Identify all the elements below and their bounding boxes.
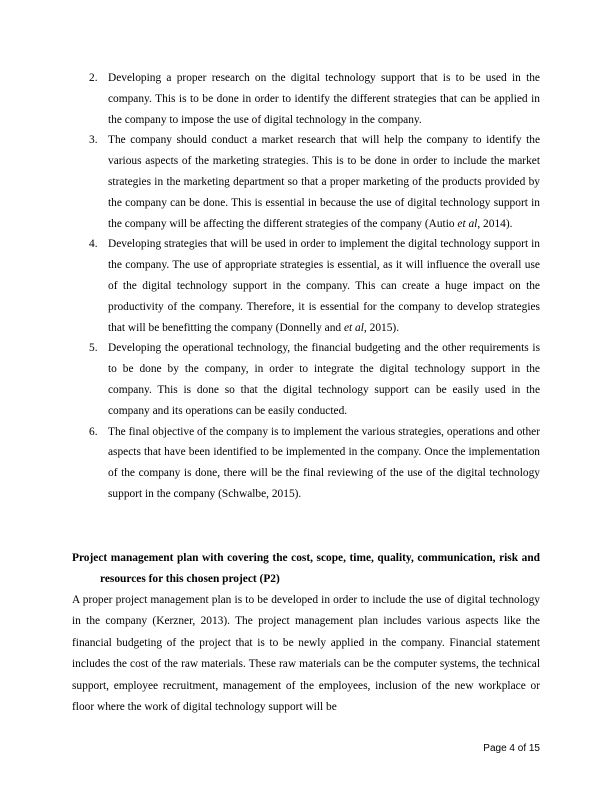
list-text: The final objective of the company is to implement the various strategies, operations and other aspects that have been identified to be implemented in the company. Once the implementation of the company is done, there will be the final reviewing of the use of the digital technology support in the company (Schwalbe, 2015). xyxy=(108,425,540,500)
list-item xyxy=(72,422,540,505)
list-text: The company should conduct a market research that will help the company to identify the various aspects of the marketing strategies. This is to be done in order to include the market strategies in the marketing department so that a proper marketing of the products provided by the company can be done. This is essential in because the use of digital technology support in the company will be affecting the different strategies of the company (Autio xyxy=(108,134,540,230)
numbered-list xyxy=(72,68,540,505)
list-number: 3. xyxy=(89,134,98,147)
list-number: 6. xyxy=(89,425,98,438)
list-number: 5. xyxy=(89,342,98,355)
page-number: Page 4 of 15 xyxy=(483,743,540,754)
list-item xyxy=(72,234,540,338)
body-paragraph: A proper project management plan is to be developed in order to include the use of digital technology in the company (Kerzner, 2013). The project management plan includes various aspects like the financial budgeting of the project that is to be newly applied in the company. Financial statement includes the cost of the raw materials. These raw materials can be the computer systems, the technical support, employee recruitment, management of the employees, inclusion of the new workplace or floor where the work of digital technology support will be xyxy=(72,594,540,714)
list-number: 4. xyxy=(89,238,98,251)
list-text-end: , 2015). xyxy=(363,321,400,334)
list-text: Developing a proper research on the digital technology support that is to be used in the company. This is to be done in order to identify the different strategies that can be applied in the company to impose the use of digital technology in the company. xyxy=(108,72,540,126)
section-heading: Project management plan with covering the cost, scope, time, quality, communication, risk and resources for this chosen project (P2) xyxy=(72,552,540,585)
list-item xyxy=(72,68,540,130)
list-text-end: , 2014). xyxy=(477,217,513,230)
list-text: Developing the operational technology, the financial budgeting and the other requirements is to be done by the company, in order to integrate the digital technology support in the company. This is done so that the digital technology support can be easily used in the company and its operations can be easily conducted. xyxy=(108,342,540,417)
list-number: 2. xyxy=(89,72,98,84)
list-text-italic: et al xyxy=(457,217,478,230)
list-item xyxy=(72,338,540,421)
list-text: Developing strategies that will be used in order to implement the digital technology support in the company. The use of appropriate strategies is essential, as it will influence the overall use of the digital technology support in the company. This can create a huge impact on the productivity of the company. Therefore, it is essential for the company to develop strategies that will be benefitting the company (Donnelly and xyxy=(108,238,540,334)
list-item xyxy=(72,130,540,234)
list-text-italic: et al xyxy=(343,321,364,334)
